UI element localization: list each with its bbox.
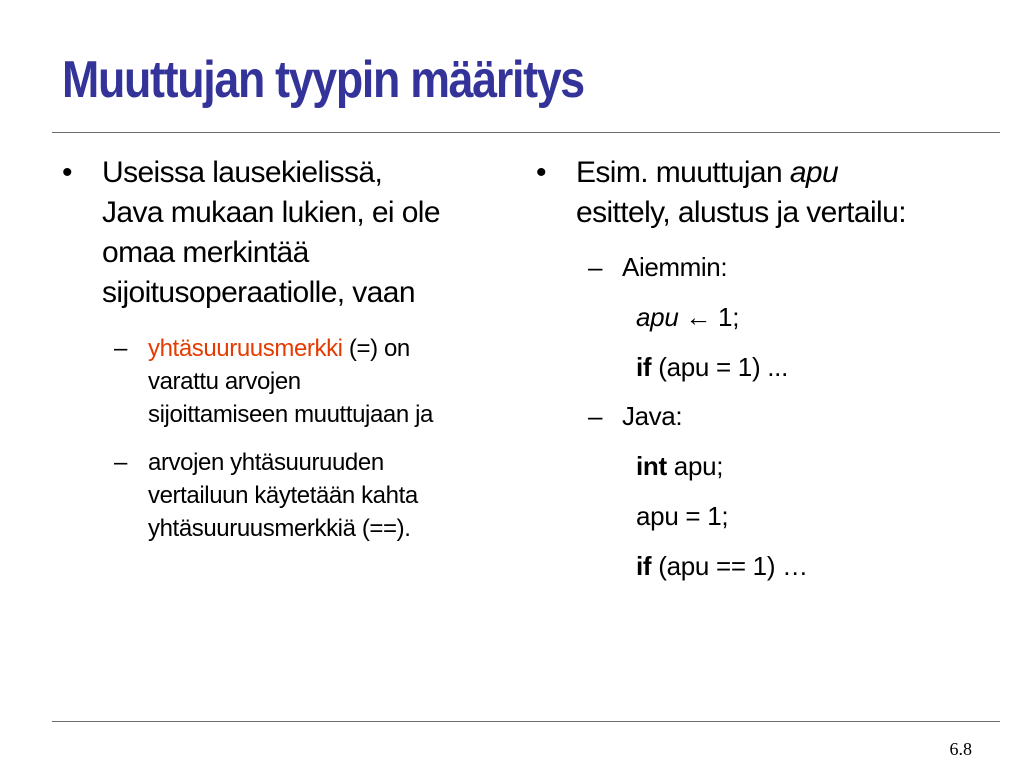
code-text: apu = 1;	[636, 501, 729, 531]
variable-name: apu	[789, 156, 839, 189]
sub-bullet-item	[62, 446, 512, 545]
bullet-line: omaa merkintää	[102, 236, 309, 269]
title-divider	[52, 132, 1000, 133]
code-variable: apu	[636, 302, 679, 332]
code-keyword: if	[636, 352, 652, 382]
bullet-line: sijoitusoperaatiolle, vaan	[102, 276, 415, 309]
bullet-line	[576, 153, 986, 193]
code-text: ← 1;	[678, 302, 740, 332]
sub-bullet-label: Aiemmin:	[622, 252, 728, 282]
bullet-line: Useissa lausekielissä,	[102, 156, 383, 189]
code-text: (apu = 1) ...	[651, 352, 789, 382]
dash-icon: –	[114, 335, 127, 362]
sub-bullet-text: (=) on	[342, 335, 410, 362]
code-keyword: int	[636, 451, 667, 481]
sub-bullet-line	[148, 332, 512, 365]
code-line	[536, 449, 986, 483]
sub-bullet-label: Java:	[622, 401, 683, 431]
sub-bullet-line: varattu arvojen	[148, 368, 301, 395]
highlighted-term: yhtäsuuruusmerkki	[148, 335, 343, 362]
code-line	[536, 300, 986, 334]
bullet-line: esittely, alustus ja vertailu:	[576, 196, 906, 229]
bullet-dot-icon: •	[536, 156, 546, 189]
sub-bullet-item	[536, 399, 986, 433]
dash-icon: –	[114, 449, 127, 476]
sub-bullet-item	[536, 250, 986, 284]
code-keyword: if	[636, 551, 652, 581]
bullet-item	[62, 153, 512, 313]
footer-divider	[52, 721, 1000, 722]
bullet-text: Esim. muuttujan	[576, 156, 790, 189]
code-line	[536, 499, 986, 533]
code-line	[536, 350, 986, 384]
sub-bullet-line: yhtäsuuruusmerkkiä (==).	[148, 515, 411, 542]
code-text: apu;	[666, 451, 724, 481]
dash-icon: –	[588, 401, 603, 431]
sub-bullet-line: vertailuun käytetään kahta	[148, 482, 418, 509]
bullet-line: Java mukaan lukien, ei ole	[102, 196, 440, 229]
sub-bullet-line: sijoittamiseen muuttujaan ja	[148, 401, 433, 428]
page-number: 6.8	[949, 739, 972, 759]
right-column	[536, 153, 986, 583]
sub-bullet-item	[62, 332, 512, 431]
sub-bullet-line: arvojen yhtäsuuruuden	[148, 449, 384, 476]
slide-title: Muuttujan tyypin määritys	[62, 51, 584, 109]
code-line	[536, 549, 986, 583]
bullet-dot-icon: •	[62, 156, 72, 189]
dash-icon: –	[588, 252, 603, 282]
left-column	[62, 153, 512, 545]
bullet-item	[536, 153, 986, 233]
code-text: (apu == 1) …	[651, 551, 808, 581]
